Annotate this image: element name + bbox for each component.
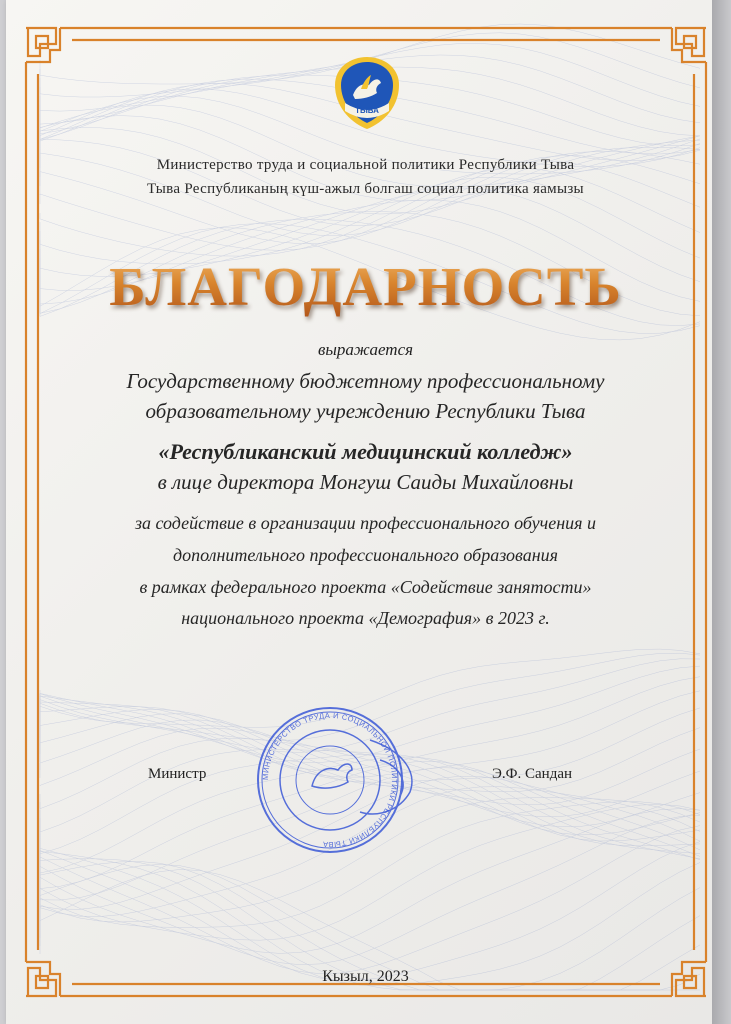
recipient-line: образовательному учреждению Республики Тыва: [145, 399, 586, 423]
recipient-line: Государственному бюджетному профессиональному: [126, 369, 605, 393]
reason-line: за содействие в организации профессионального обучения и: [134, 513, 597, 533]
recipient-name: «Республиканский медицинский колледж»: [158, 439, 573, 464]
reason-line: дополнительного профессионального образования: [173, 545, 558, 565]
official-stamp: [250, 700, 430, 860]
reason-line: национального проекта «Демография» в 2023 г.: [181, 608, 550, 628]
signatory-name: Э.Ф. Сандан: [492, 766, 573, 782]
ministry-name-tuvan: Тыва Республиканың күш-ажыл болгаш социал политика яамызы: [147, 181, 584, 197]
recipient-line: в лице директора Монгуш Саиды Михайловны: [157, 470, 574, 494]
place-and-year: Кызыл, 2023: [322, 968, 409, 985]
emblem-lettering: ТЫВА: [355, 106, 379, 115]
reason-line: в рамках федерального проекта «Содействие занятости»: [139, 577, 592, 597]
tuva-emblem-icon: [333, 55, 401, 131]
signatory-position: Министр: [148, 766, 207, 782]
ministry-name-russian: Министерство труда и социальной политики Республики Тыва: [156, 157, 575, 173]
expressed-text: выражается: [317, 340, 414, 359]
stamp-lettering: МИНИСТЕРСТВО ТРУДА И СОЦИАЛЬНОЙ ПОЛИТИКИ РЕСПУБЛИКИ ТЫВА: [260, 710, 400, 850]
certificate-title: БЛАГОДАРНОСТЬ: [0, 255, 731, 318]
